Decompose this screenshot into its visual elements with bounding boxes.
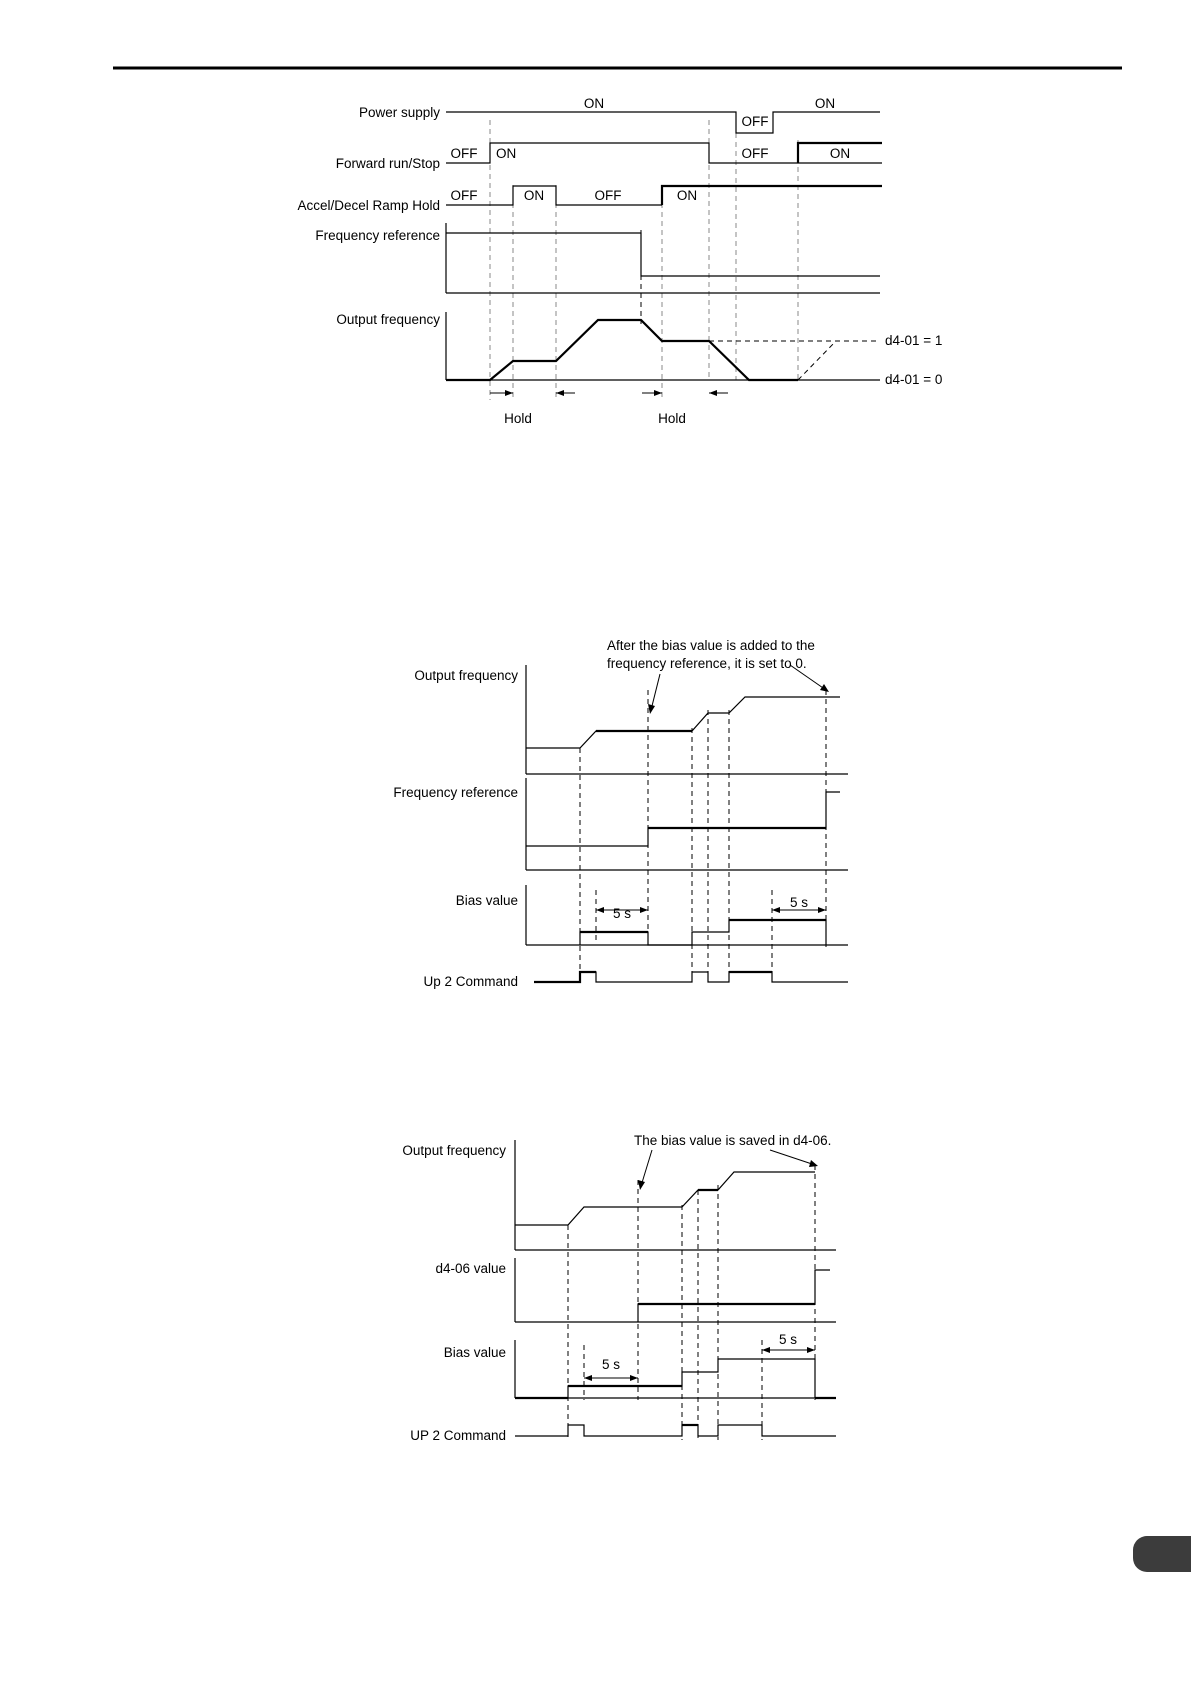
hold-off-state-2: OFF (594, 188, 622, 203)
diagram3-guides (568, 1165, 815, 1440)
fwd-off-state-2: OFF (741, 146, 769, 161)
diagram2-guides (580, 690, 826, 982)
d2-frequency-reference-label: Frequency reference (393, 785, 518, 800)
ramp-hold-label: Accel/Decel Ramp Hold (297, 198, 440, 213)
d2-freq-ref-waveform (526, 792, 840, 846)
d3-up2-command-label: UP 2 Command (410, 1428, 506, 1443)
diagram3-annotation-pointer-2 (770, 1150, 815, 1165)
d3-interval-arrow-2 (762, 1347, 815, 1353)
hold-on-state-1: ON (523, 188, 545, 203)
hold-off-state-1: OFF (450, 188, 478, 203)
out-freq-waveform (446, 320, 798, 380)
diagram2-annotation-arrowhead-2 (820, 684, 829, 692)
power-supply-waveform (446, 112, 880, 133)
power-on-state-1: ON (583, 96, 605, 111)
diagram2-annotation-arrowhead (648, 704, 655, 714)
frequency-reference-label: Frequency reference (315, 228, 440, 243)
power-on-state-2: ON (814, 96, 836, 111)
diagram3-annotation-pointer (641, 1150, 652, 1186)
diagram2-annotation-line1: After the bias value is added to the (607, 638, 815, 653)
d3-d4-06-value-label: d4-06 value (435, 1261, 506, 1276)
hold-arrow-1 (490, 390, 575, 396)
fwd-on-state-1: ON (496, 146, 517, 161)
d3-interval-arrow-1 (584, 1375, 638, 1381)
bias-saved-timing-diagram (402, 1133, 836, 1443)
d3-output-frequency-label: Output frequency (402, 1143, 506, 1158)
d4-01-eq-0-label: d4-01 = 0 (885, 372, 943, 387)
power-off-state: OFF (741, 114, 769, 129)
d2-up2-pulse-1 (534, 972, 596, 982)
d3-up2-waveform (515, 1425, 836, 1436)
hold-on-state-2: ON (676, 188, 698, 203)
diagram2-annotation-line2: frequency reference, it is set to 0. (607, 656, 807, 671)
diagram2-annotation-pointer-2 (790, 665, 826, 690)
d3-interval-label-2: 5 s (778, 1332, 798, 1347)
power-supply-label: Power supply (358, 105, 440, 120)
d2-up2-command-label: Up 2 Command (423, 974, 518, 989)
d3-d406-waveform (638, 1270, 830, 1322)
diagram3-annotation-arrowhead (638, 1180, 645, 1190)
d2-out-freq-waveform (526, 697, 840, 748)
hold-arrow-2 (642, 390, 728, 396)
fwd-off-state-1: OFF (450, 146, 478, 161)
d4-01-1-reaccel (798, 341, 836, 380)
d3-interval-label-1: 5 s (601, 1357, 621, 1372)
d4-01-eq-1-label: d4-01 = 1 (885, 333, 943, 348)
ramp-hold-waveform (446, 186, 662, 205)
freq-ref-waveform (446, 233, 880, 276)
d3-out-freq-waveform (515, 1172, 815, 1225)
d2-bias-value-label: Bias value (455, 893, 518, 908)
diagram2-annotation-pointer (651, 674, 660, 710)
fwd-on-state-2: ON (829, 146, 851, 161)
d2-interval-label-1: 5 s (612, 906, 632, 921)
forward-run-stop-label: Forward run/Stop (335, 156, 440, 171)
d2-interval-label-2: 5 s (789, 895, 809, 910)
bias-added-timing-diagram (393, 638, 848, 989)
diagram3-annotation: The bias value is saved in d4-06. (634, 1133, 832, 1148)
hold-label-2: Hold (658, 411, 686, 426)
hold-label-1: Hold (504, 411, 532, 426)
d3-bias-value-label: Bias value (443, 1345, 506, 1360)
output-frequency-label: Output frequency (336, 312, 440, 327)
page-tab (1133, 1536, 1191, 1572)
d2-output-frequency-label: Output frequency (414, 668, 518, 683)
ramp-hold-timing-diagram (297, 96, 942, 426)
diagram3-annotation-arrowhead-2 (809, 1160, 818, 1167)
